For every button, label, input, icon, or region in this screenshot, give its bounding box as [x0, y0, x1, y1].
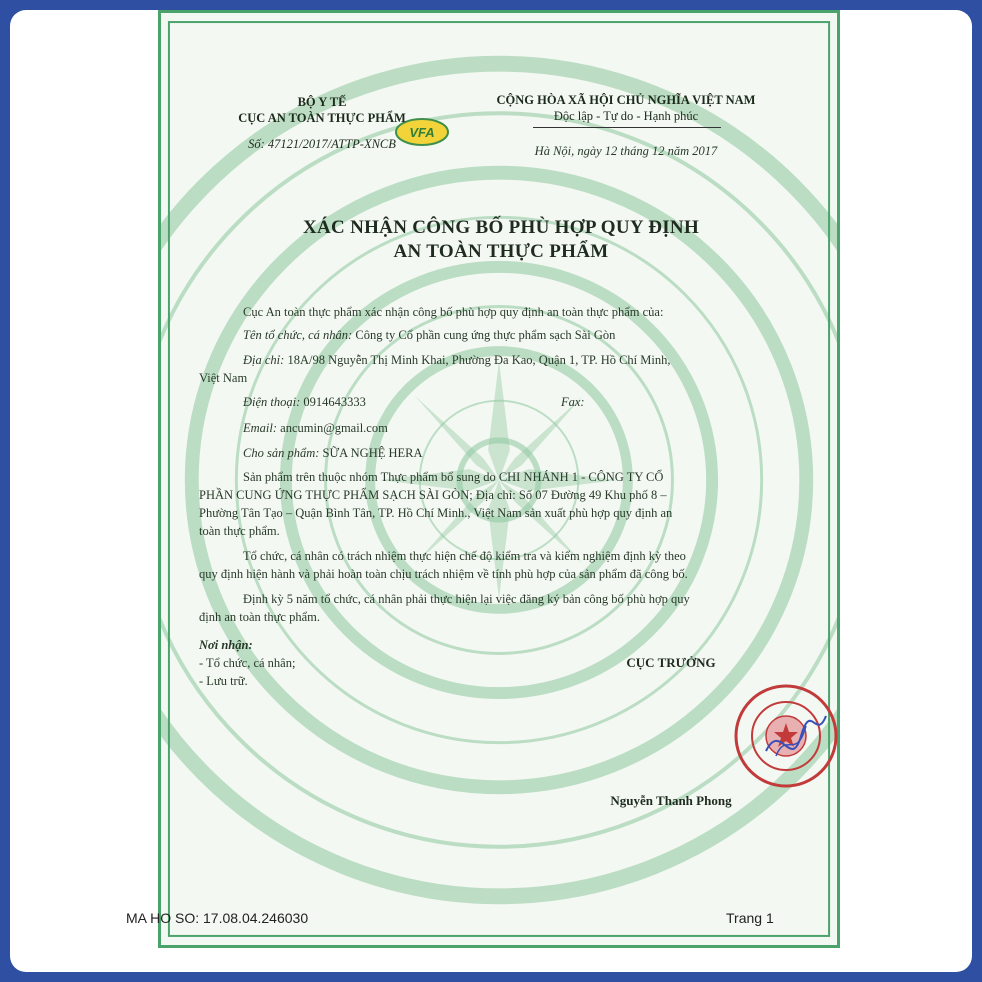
phone-value: 0914643333: [300, 395, 366, 409]
signatory-name: Nguyễn Thanh Phong: [610, 793, 732, 808]
product-value: SỮA NGHỆ HERA: [319, 446, 423, 460]
product-line: [243, 443, 823, 464]
document-viewer-frame: [10, 10, 972, 972]
recipients-label: Nơi nhận:: [199, 638, 253, 652]
ministry-name: BỘ Y TẾ: [297, 95, 347, 109]
official-seal-icon: [731, 681, 841, 791]
page-number: Trang 1: [726, 910, 774, 926]
intro-text: Cục An toàn thực phẩm xác nhận công bố phù hợp quy định an toàn thực phẩm của:: [243, 305, 664, 319]
para3-line2: định an toàn thực phẩm.: [199, 610, 320, 624]
agency-name: CỤC AN TOÀN THỰC PHẨM: [238, 111, 406, 125]
email-line: [243, 418, 823, 439]
para1-line1: Sản phẩm trên thuộc nhóm Thực phẩm bổ sung do CHI NHÁNH 1 - CÔNG TY CỔ: [243, 470, 664, 484]
document-title-line2: AN TOÀN THỰC PHẨM: [393, 241, 609, 262]
para1-line3: Phường Tân Tạo – Quận Bình Tân, TP. Hồ Chí Minh., Việt Nam sản xuất phù hợp quy định an: [199, 506, 673, 520]
address-value: 18A/98 Nguyễn Thị Minh Khai, Phường Đa Kao, Quận 1, TP. Hồ Chí Minh,: [284, 353, 671, 367]
address-continued: Việt Nam: [199, 371, 248, 385]
certificate-sheet: [158, 10, 840, 948]
para1-line2: PHẦN CUNG ỨNG THỰC PHẨM SẠCH SÀI GÒN; Địa chỉ: Số 07 Đường 49 Khu phố 8 –: [199, 488, 667, 502]
document-number: Số: 47121/2017/ATTP-XNCB: [248, 137, 396, 151]
phone-line: [243, 392, 543, 413]
national-motto: Độc lập - Tự do - Hạnh phúc: [553, 109, 699, 123]
file-code: MA HO SO: 17.08.04.246030: [126, 910, 309, 926]
signatory-title: CỤC TRƯỞNG: [626, 655, 716, 670]
document-title-line1: XÁC NHẬN CÔNG BỐ PHÙ HỢP QUY ĐỊNH: [302, 217, 700, 238]
email-value: ancumin@gmail.com: [277, 421, 388, 435]
org-line: [243, 325, 823, 346]
address-label: Địa chỉ:: [243, 353, 285, 367]
recipient-item: - Tổ chức, cá nhân;: [199, 656, 296, 670]
vfa-logo-text: VFA: [409, 125, 435, 140]
recipient-item: - Lưu trữ.: [199, 674, 248, 688]
org-label: Tên tổ chức, cá nhân:: [243, 328, 353, 342]
issue-date: Hà Nội, ngày 12 tháng 12 năm 2017: [534, 144, 718, 158]
para3-line1: Định kỳ 5 năm tổ chức, cá nhân phải thực hiện lại việc đăng ký bản công bố phù hợp quy: [243, 592, 690, 606]
product-label: Cho sản phẩm:: [243, 446, 320, 460]
phone-label: Điện thoại:: [243, 395, 301, 409]
para1-line4: toàn thực phẩm.: [199, 524, 280, 538]
fax-label: Fax:: [561, 395, 585, 409]
motto-underline: [533, 127, 721, 128]
para2-line1: Tổ chức, cá nhân có trách nhiệm thực hiện chế độ kiểm tra và kiểm nghiệm định kỳ theo: [243, 549, 686, 563]
org-value: Công ty Cổ phần cung ứng thực phẩm sạch Sài Gòn: [352, 328, 616, 342]
para2-line2: quy định hiện hành và phải hoàn toàn chịu trách nhiệm về tính phù hợp của sản phẩm đã công bố.: [199, 567, 688, 581]
email-label: Email:: [243, 421, 278, 435]
republic-name: CỘNG HÒA XÃ HỘI CHỦ NGHĨA VIỆT NAM: [496, 93, 756, 107]
